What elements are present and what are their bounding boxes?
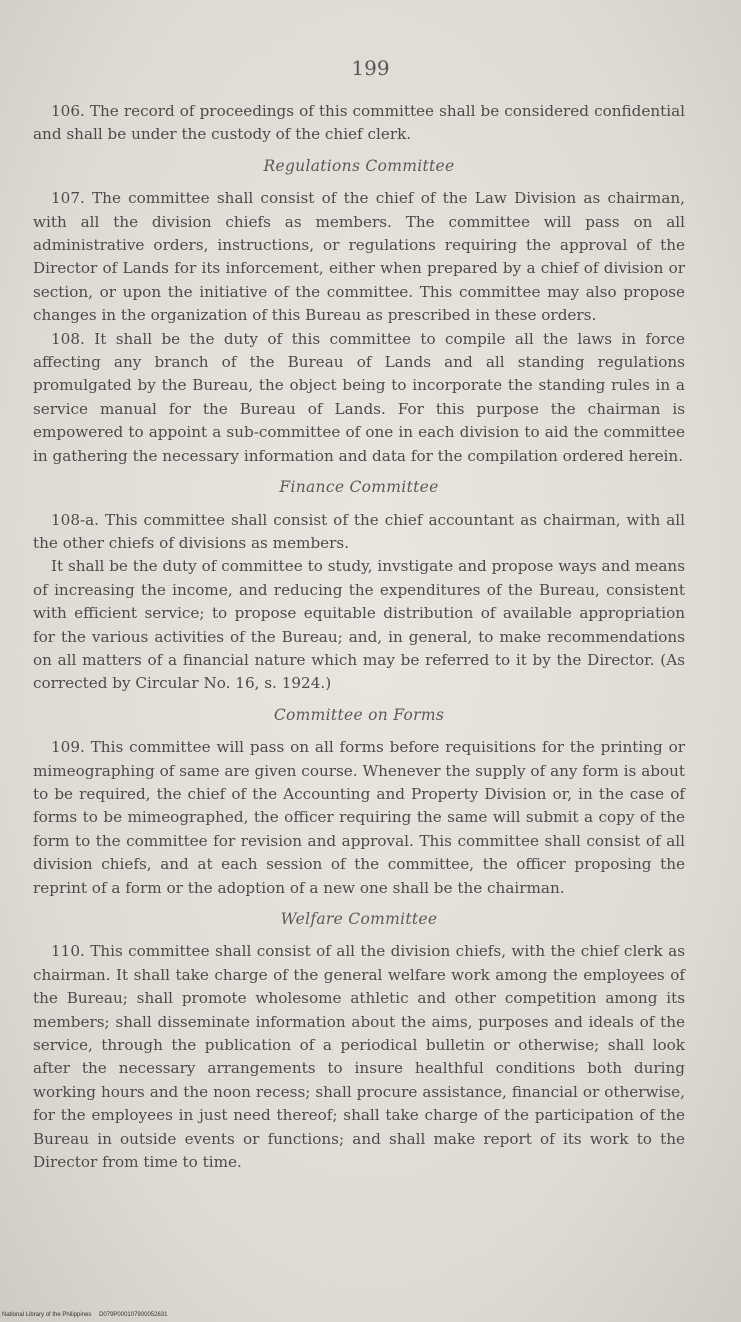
paragraph-109: 109. This committee will pass on all forms before requisitions for the printing or mimeographing of same are given course. Whenever the supply of any form is about to be required, the chief of the Accounting and Property Division or, in the case of forms to be mimeographed, the officer requiring the same will submit a copy of the form to the committee for revision and approval. This committee shall consist of all division chiefs, and at each session of the committee, the officer proposing the reprint of a form or the adoption of a new one shall be the chairman. [33, 738, 685, 897]
footer-code: D079P000107900052631 [99, 1312, 168, 1318]
heading-finance-committee: Finance Committee [279, 478, 439, 497]
scan-footer [2, 1312, 167, 1318]
footer-library: National Library of the Philippines [2, 1312, 92, 1318]
paragraph-107: 107. The committee shall consist of the chief of the Law Division as chairman, with all the division chiefs as members. The committee will pass on all administrative orders, instructions, or regulations requiring the approval of the Director of Lands for its inforcement, either when prepared by a chief of division or section, or upon the initiative of the committee. This committee may also propose changes in the organization of this Bureau as prescribed in these orders. [33, 189, 685, 325]
body-text [33, 100, 685, 1174]
paragraph-108: 108. It shall be the duty of this committee to compile all the laws in force affecting any branch of the Bureau of Lands and all standing regulations promulgated by the Bureau, the object being to incorporate the standing rules in a service manual for the Bureau of Lands. For this purpose the chairman is empowered to appoint a sub-committee of one in each division to aid the committee in gathering the necessary information and data for the compilation ordered herein. [33, 329, 685, 465]
paragraph-108a-duties: It shall be the duty of committee to study, invstigate and propose ways and means of increasing the income, and reducing the expenditures of the Bureau, consistent with efficient service; to propose equitable distribution of available appropriation for the various activities of the Bureau; and, in general, to make recommendations on all matters of a financial nature which may be referred to it by the Director. (As corrected by Circular No. 16, s. 1924.) [33, 557, 685, 693]
paragraph-106: 106. The record of proceedings of this committee shall be considered confidential and shall be under the custody of the chief clerk. [33, 102, 685, 144]
heading-regulations-committee: Regulations Committee [263, 156, 455, 175]
paragraph-108a: 108-a. This committee shall consist of the chief accountant as chairman, with all the other chiefs of divisions as members. [33, 510, 685, 552]
heading-welfare-committee: Welfare Committee [280, 910, 438, 928]
heading-committee-on-forms: Committee on Forms [273, 705, 445, 724]
page-number: 199 [351, 56, 390, 80]
paragraph-110: 110. This committee shall consist of all the division chiefs, with the chief clerk as chairman. It shall take charge of the general welfare work among the employees of the Bureau; shall promote wholesome athletic and other competition among its members; shall disseminate information about the aims, purposes and ideals of the service, through the publication of a periodical bulletin or otherwise; shall look after the necessary arrangements to insure healthful conditions both during working hours and the noon recess; shall procure assistance, financial or otherwise, for the employees in just need thereof; shall take charge of the participation of the Bureau in outside events or functions; and shall make report of its work to the Director from time to time. [33, 942, 685, 1172]
